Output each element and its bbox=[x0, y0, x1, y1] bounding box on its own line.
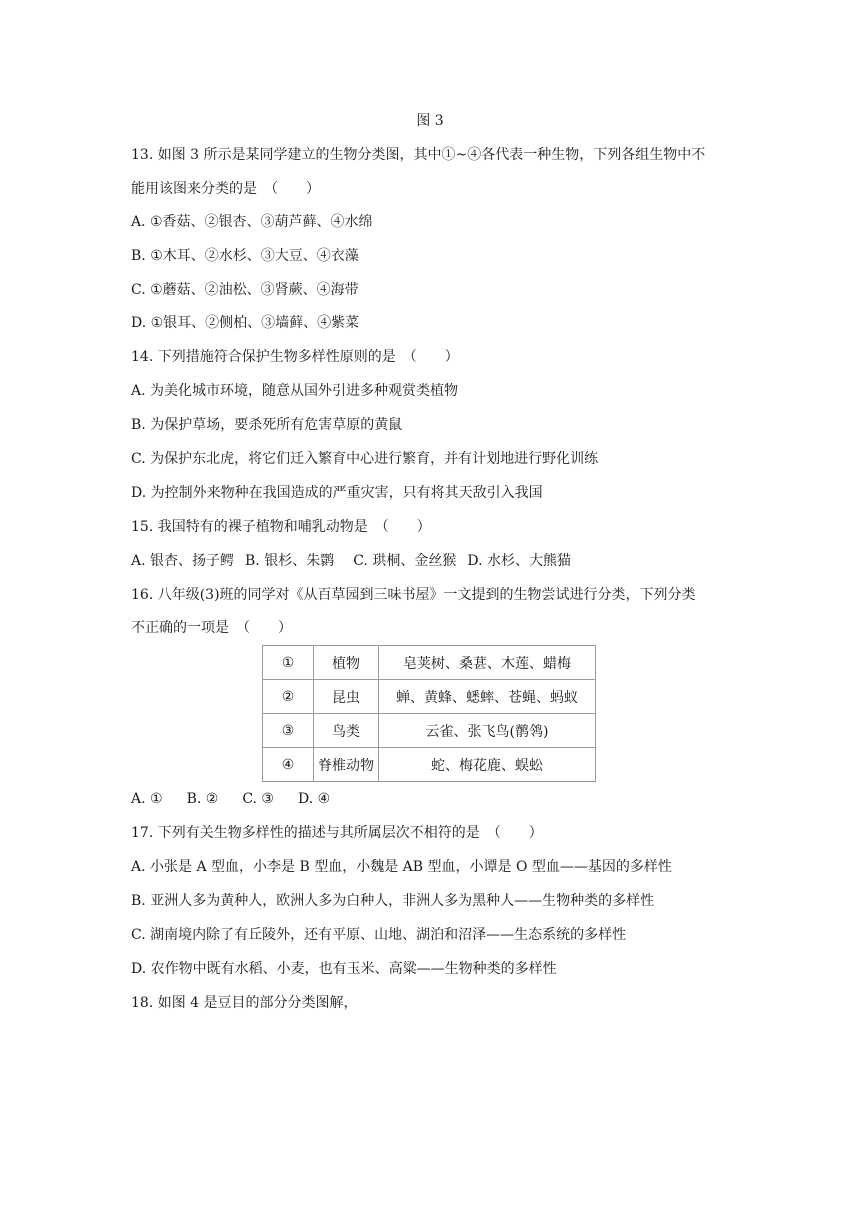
question-16-stem-line1: 16. 八年级(3)班的同学对《从百草园到三味书屋》一文提到的生物尝试进行分类，下列分类 bbox=[131, 587, 696, 603]
table-cell-index: ③ bbox=[263, 714, 314, 748]
question-15-option-a: A. 银杏、扬子鳄 bbox=[131, 553, 235, 569]
table-cell-organisms: 云雀、张飞鸟(鹡鸰) bbox=[379, 714, 596, 748]
question-13-option-b: B. ①木耳、②水杉、③大豆、④衣藻 bbox=[131, 248, 359, 264]
question-15-option-d: D. 水杉、大熊猫 bbox=[467, 553, 571, 569]
table-cell-organisms: 蝉、黄蜂、蟋蟀、苍蝇、蚂蚁 bbox=[379, 680, 596, 714]
question-16-option-c: C. ③ bbox=[242, 791, 274, 807]
table-row bbox=[263, 646, 596, 680]
question-16-option-a: A. ① bbox=[131, 791, 163, 807]
table-cell-category: 昆虫 bbox=[314, 680, 379, 714]
table-cell-category: 脊椎动物 bbox=[314, 748, 379, 782]
question-16-options bbox=[131, 789, 330, 809]
table-cell-index: ④ bbox=[263, 748, 314, 782]
question-15-option-c: C. 珙桐、金丝猴 bbox=[353, 553, 457, 569]
question-14-option-b: B. 为保护草场，要杀死所有危害草原的黄鼠 bbox=[131, 417, 403, 433]
question-16-option-b: B. ② bbox=[186, 791, 219, 807]
table-row bbox=[263, 714, 596, 748]
question-18-stem: 18. 如图 4 是豆目的部分分类图解， bbox=[131, 995, 358, 1011]
table-cell-organisms: 蛇、梅花鹿、蜈蚣 bbox=[379, 748, 596, 782]
question-17-option-a: A. 小张是 A 型血，小李是 B 型血，小魏是 AB 型血，小谭是 O 型血——基因的多样性 bbox=[131, 859, 672, 875]
question-17-option-c: C. 湖南境内除了有丘陵外，还有平原、山地、湖泊和沼泽——生态系统的多样性 bbox=[131, 927, 627, 943]
question-17-option-b: B. 亚洲人多为黄种人，欧洲人多为白种人，非洲人多为黑种人——生物种类的多样性 bbox=[131, 893, 655, 909]
table-row bbox=[263, 680, 596, 714]
question-14-option-a: A. 为美化城市环境，随意从国外引进多种观赏类植物 bbox=[131, 383, 459, 399]
question-14-option-c: C. 为保护东北虎，将它们迁入繁育中心进行繁育，并有计划地进行野化训练 bbox=[131, 451, 599, 467]
table-row bbox=[263, 748, 596, 782]
question-14-option-d: D. 为控制外来物种在我国造成的严重灾害，只有将其天敌引入我国 bbox=[131, 485, 543, 501]
question-15-options bbox=[131, 551, 571, 571]
classification-table bbox=[262, 645, 596, 782]
question-13-option-c: C. ①蘑菇、②油松、③肾蕨、④海带 bbox=[131, 282, 359, 298]
table-cell-category: 鸟类 bbox=[314, 714, 379, 748]
question-16-option-d: D. ④ bbox=[297, 791, 331, 807]
question-17-stem: 17. 下列有关生物多样性的描述与其所属层次不相符的是 （ ） bbox=[131, 825, 543, 841]
question-15-stem: 15. 我国特有的裸子植物和哺乳动物是 （ ） bbox=[131, 519, 431, 535]
question-13-option-a: A. ①香菇、②银杏、③葫芦藓、④水绵 bbox=[131, 214, 373, 230]
question-16-stem-line2: 不正确的一项是 （ ） bbox=[131, 620, 292, 636]
figure-caption: 图 3 bbox=[416, 113, 444, 129]
question-13-stem-line1: 13. 如图 3 所示是某同学建立的生物分类图，其中①~④各代表一种生物，下列各组生物中不 bbox=[131, 147, 706, 163]
table-cell-index: ① bbox=[263, 646, 314, 680]
table-cell-index: ② bbox=[263, 680, 314, 714]
table-cell-organisms: 皂荚树、桑葚、木莲、蜡梅 bbox=[379, 646, 596, 680]
question-14-stem: 14. 下列措施符合保护生物多样性原则的是 （ ） bbox=[131, 349, 459, 365]
table-cell-category: 植物 bbox=[314, 646, 379, 680]
question-15-option-b: B. 银杉、朱鹮 bbox=[245, 553, 335, 569]
question-13-option-d: D. ①银耳、②侧柏、③墙藓、④紫菜 bbox=[131, 315, 360, 331]
question-13-stem-line2: 能用该图来分类的是 （ ） bbox=[131, 181, 320, 197]
question-17-option-d: D. 农作物中既有水稻、小麦，也有玉米、高粱——生物种类的多样性 bbox=[131, 961, 557, 977]
